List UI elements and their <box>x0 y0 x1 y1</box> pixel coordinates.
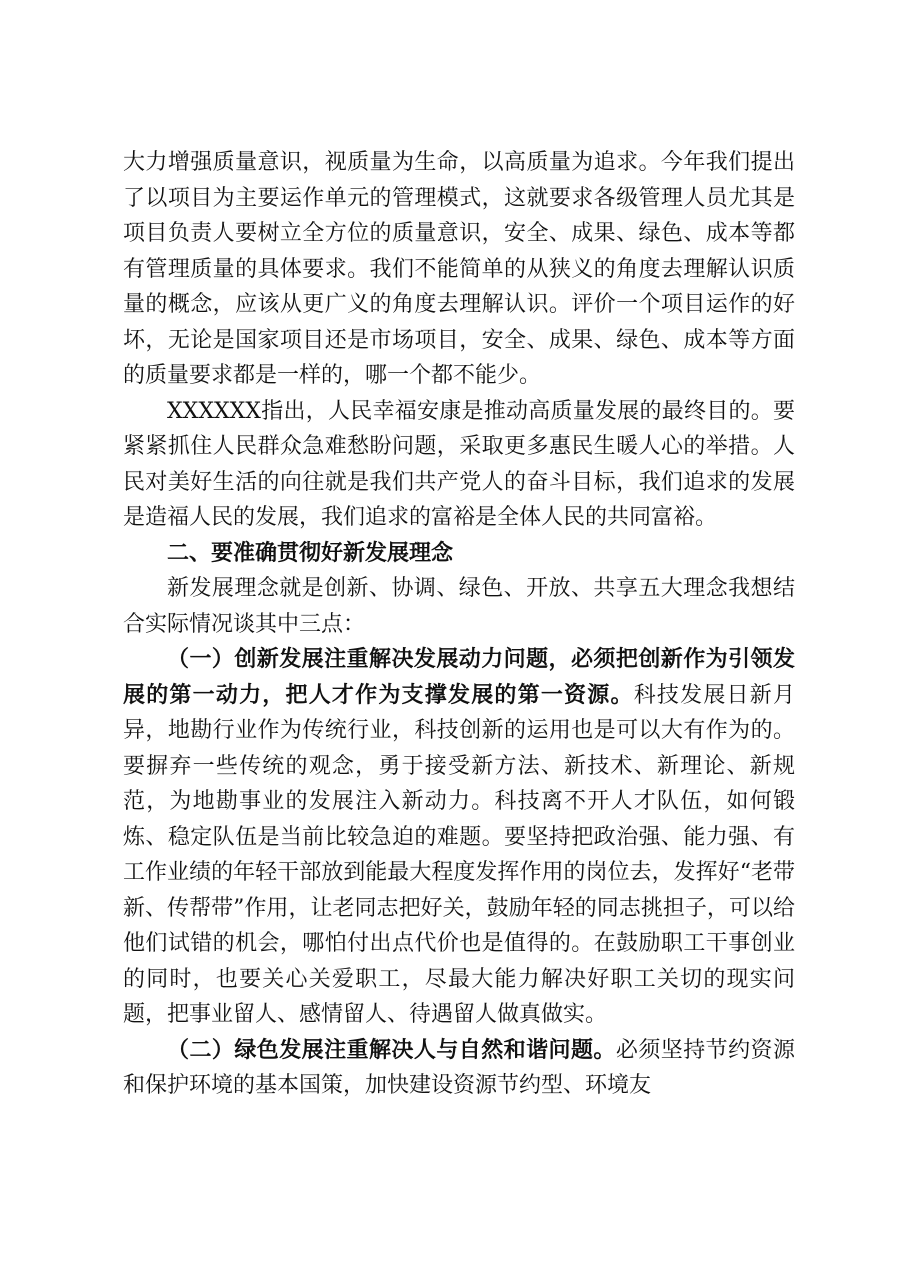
paragraph-green <box>123 1033 795 1104</box>
paragraph-new-concept <box>123 571 795 642</box>
section-heading <box>123 536 795 572</box>
paragraph-lead: （一）创新发展注重解决发展动力问题，必须把创新作为引领发展的第一动力，把人才作为支撑发展的第一资源。 <box>123 647 795 708</box>
paragraph-lead: （二）绿色发展注重解决人与自然和谐问题。 <box>167 1037 616 1063</box>
paragraph-innovation <box>123 642 795 1033</box>
paragraph-wellbeing <box>123 394 795 536</box>
paragraph-text: 新发展理念就是创新、协调、绿色、开放、共享五大理念我想结合实际情况谈其中三点： <box>123 576 795 637</box>
paragraph-text: XXXXXX指出，人民幸福安康是推动高质量发展的最终目的。要紧紧抓住人民群众急难愁盼问题，采取更多惠民生暖人心的举措。人民对美好生活的向往就是我们共产党人的奋斗目标，我们追求的发展是造福人民的发展，我们追求的富裕是全体人民的共同富裕。 <box>123 398 795 530</box>
document-page <box>123 145 795 1104</box>
paragraph-text: 大力增强质量意识，视质量为生命，以高质量为追求。今年我们提出了以项目为主要运作单元的管理模式，这就要求各级管理人员尤其是项目负责人要树立全方位的质量意识，安全、成果、绿色、成本等都有管理质量的具体要求。我们不能简单的从狭义的角度去理解认识质量的概念，应该从更广义的角度去理解认识。评价一个项目运作的好坏，无论是国家项目还是市场项目，安全、成果、绿色、成本等方面的质量要求都是一样的，哪一个都不能少。 <box>123 150 795 388</box>
paragraph-text: 科技发展日新月异，地勘行业作为传统行业，科技创新的运用也是可以大有作为的。要摒弃一些传统的观念，勇于接受新方法、新技术、新理论、新规范，为地勘事业的发展注入新动力。科技离不开人才队伍，如何锻炼、稳定队伍是当前比较急迫的难题。要坚持把政治强、能力强、有工作业绩的年轻干部放到能最大程度发挥作用的岗位去，发挥好“老带新、传帮带”作用，让老同志把好关，鼓励年轻的同志挑担子，可以给他们试错的机会，哪怕付出点代价也是值得的。在鼓励职工干事创业的同时，也要关心关爱职工，尽最大能力解决好职工关切的现实问题，把事业留人、感情留人、待遇留人做真做实。 <box>123 682 795 1027</box>
paragraph-text: 必须坚持节约资源和保护环境的基本国策，加快建设资源节约型、环境友 <box>123 1037 795 1098</box>
heading-text: 二、要准确贯彻好新发展理念 <box>167 540 454 566</box>
paragraph-quality <box>123 145 795 394</box>
